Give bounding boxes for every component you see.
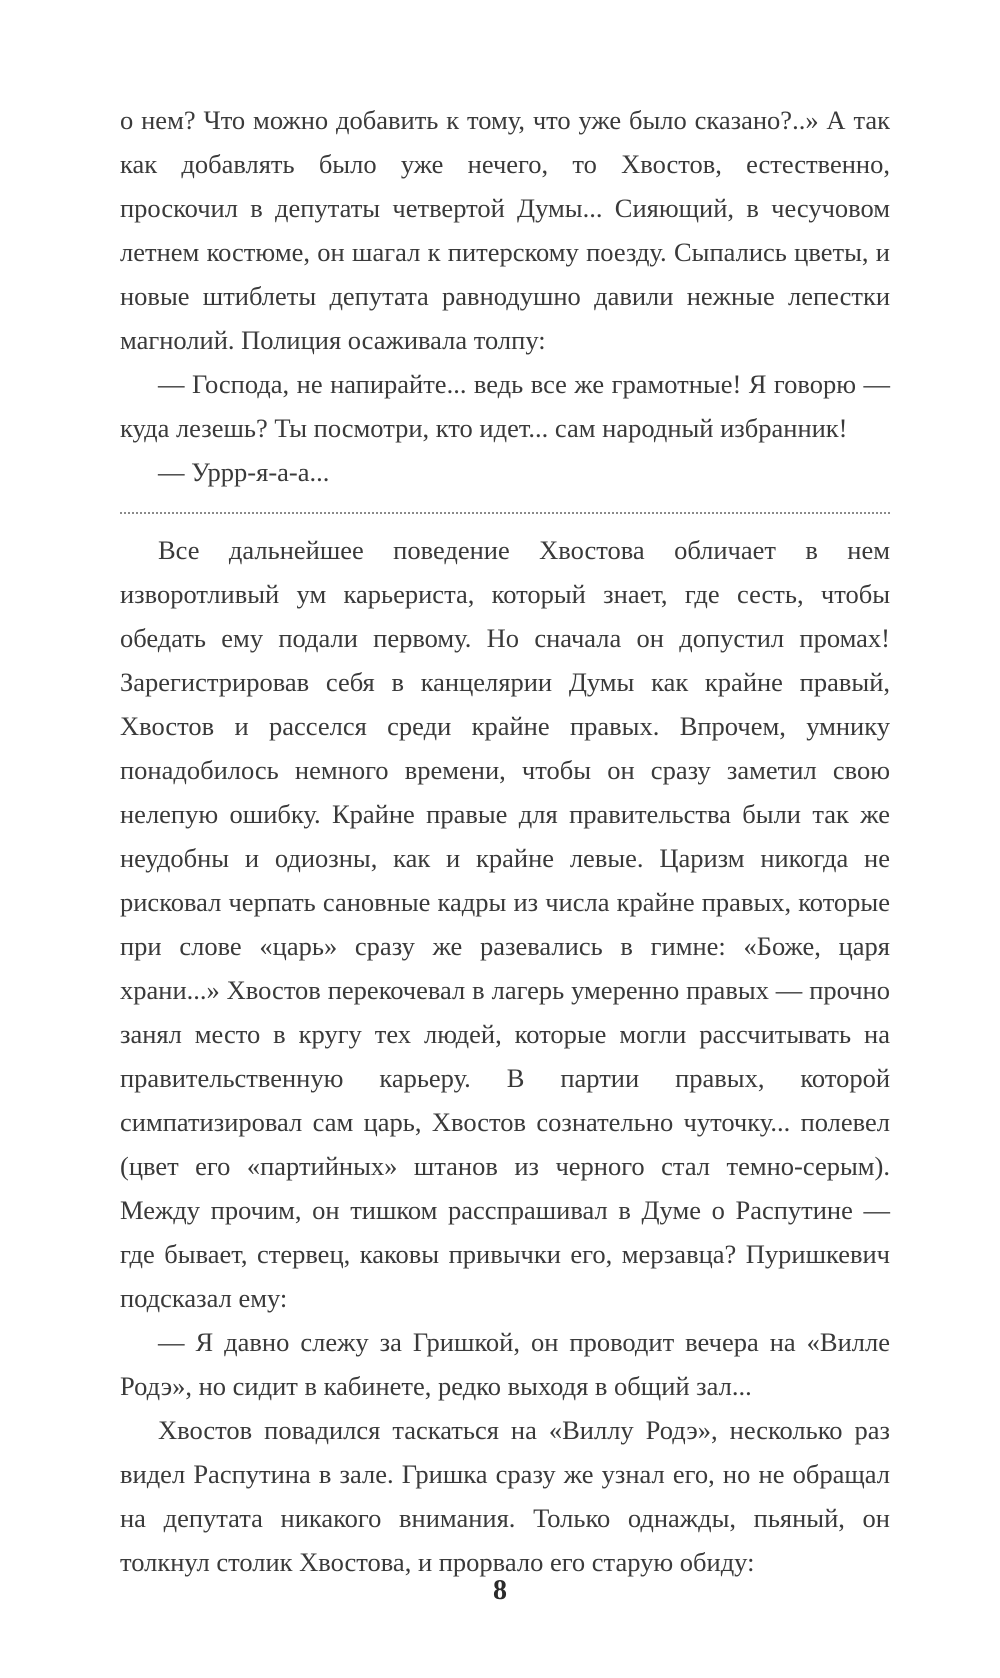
paragraph: о нем? Что можно добавить к тому, что уже было сказано?..» А так как добавлять было уже нечего, то Хвостов, естественно, проскочил в депутаты четвертой Думы... Сияющий, в чесучовом летнем костюме, он шагал к питерскому поезду. Сыпались цветы, и новые штиблеты депутата равнодушно давили нежные лепестки магнолий. Полиция осаживала толпу: <box>120 105 890 355</box>
dialogue-paragraph: — Господа, не напирайте... ведь все же грамотные! Я говорю — куда лезешь? Ты посмотри, кто идет... сам народный избранник! <box>120 369 890 443</box>
paragraph: Все дальнейшее поведение Хвостова обличает в нем изворотливый ум карьериста, который знает, где сесть, чтобы обедать ему подали первому. Но сначала он допустил промах! Зарегистрировав себя в канцелярии Думы как крайне правый, Хвостов и расселся среди крайне правых. Впрочем, умнику понадобилось немного времени, чтобы он сразу заметил свою нелепую ошибку. Крайне правые для правительства были так же неудобны и одиозны, как и крайне левые. Царизм никогда не рисковал черпать сановные кадры из числа крайне правых, которые при слове «царь» сразу же разевались в гимне: «Боже, царя храни...» Хвостов перекочевал в лагерь умеренно правых — прочно занял место в кругу тех людей, которые могли рассчитывать на правительственную карьеру. В партии правых, которой симпатизировал сам царь, Хвостов сознательно чуточку... полевел (цвет его «партийных» штанов из черного стал темно-серым). Между прочим, он тишком расспрашивал в Думе о Распутине — где бывает, стервец, каковы привычки его, мерзавца? Пуришкевич подсказал ему: <box>120 535 890 1313</box>
paragraph: Хвостов повадился таскаться на «Виллу Родэ», несколько раз видел Распутина в зале. Гришка сразу же узнал его, но не обращал на депутата никакого внимания. Только однажды, пьяный, он толкнул столик Хвостова, и прорвало его старую обиду: <box>120 1415 890 1577</box>
page-number: 8 <box>493 1575 507 1606</box>
dialogue-paragraph: — Уррр-я-а-а... <box>158 457 330 487</box>
section-divider <box>120 512 890 514</box>
page-body <box>120 98 890 1584</box>
dialogue-paragraph: — Я давно слежу за Гришкой, он проводит вечера на «Вилле Родэ», но сидит в кабинете, редко выходя в общий зал... <box>120 1327 890 1401</box>
